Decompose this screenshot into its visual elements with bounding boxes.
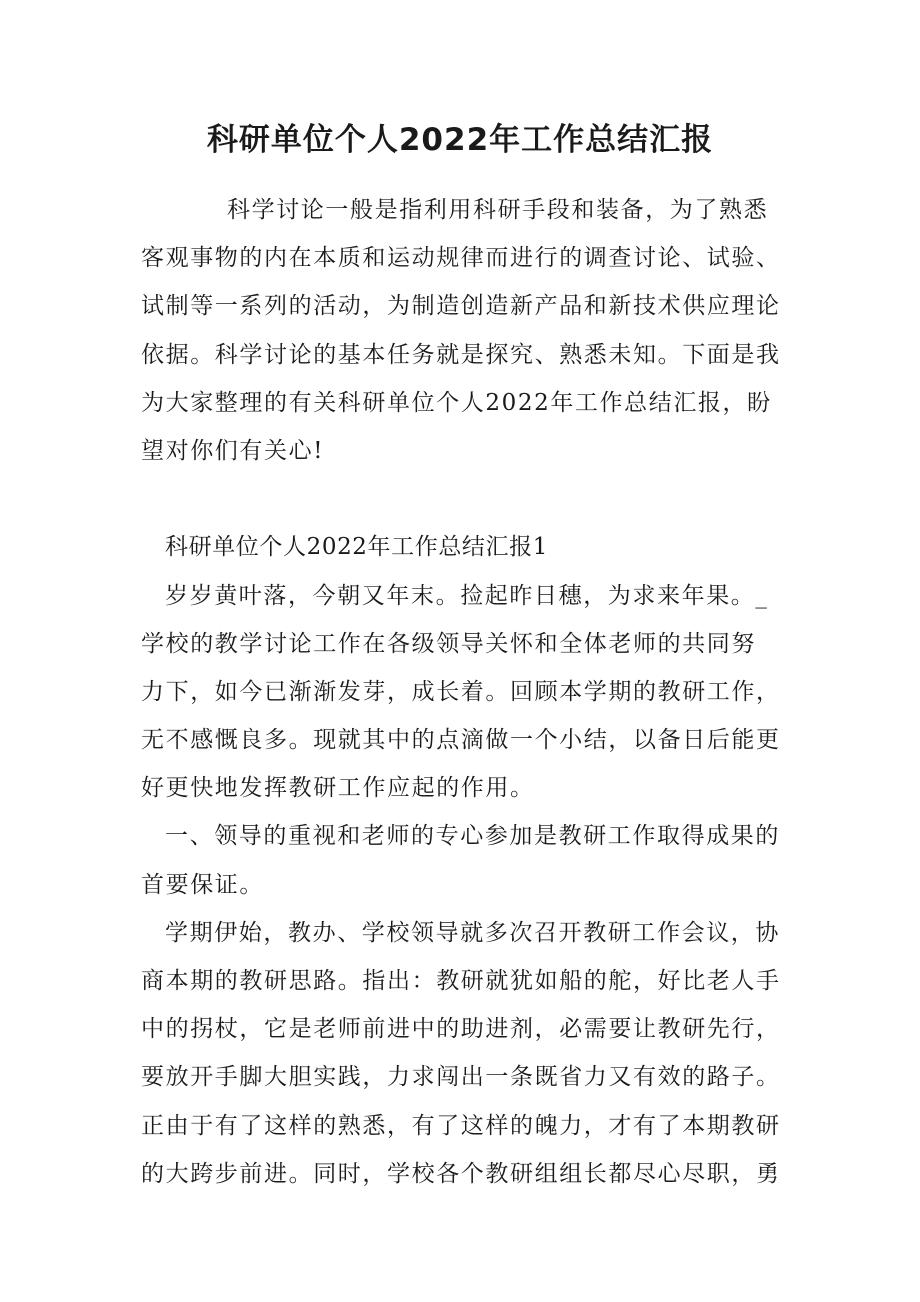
paragraph-line: 望对你们有关心! [141,437,325,464]
paragraph-line: 力下，如今已渐渐发芽，成长着。回顾本学期的教研工作， [141,678,781,705]
paragraph-line: 商本期的教研思路。指出：教研就犹如船的舵，好比老人手 [141,968,781,994]
document-title: 科研单位个人2022年工作总结汇报 [206,122,714,158]
blank-line [141,475,801,523]
paragraph-line: 要放开手脚大胆实践，力求闯出一条既省力又有效的路子。 [141,1064,781,1091]
paragraph-line: 为大家整理的有关科研单位个人2022年工作总结汇报，盼 [141,389,772,416]
paragraph-line: 岁岁黄叶落，今朝又年末。捡起昨日穗，为求来年果。_ [165,582,769,609]
paragraph-line: 好更快地发挥教研工作应起的作用。 [141,775,535,802]
paragraph-line: 的大跨步前进。同时，学校各个教研组组长都尽心尽职，勇 [141,1160,781,1187]
paragraph-line: 无不感慨良多。现就其中的点滴做一个小结，以备日后能更 [141,727,781,754]
paragraph-line: 学期伊始，教办、学校领导就多次召开教研工作会议，协 [165,919,780,946]
paragraph-line: 依据。科学讨论的基本任务就是探究、熟悉未知。下面是我 [141,341,781,368]
paragraph-line: 一、领导的重视和老师的专心参加是教研工作取得成果的 [165,823,780,850]
paragraph-line: 学校的教学讨论工作在各级领导关怀和全体老师的共同努 [141,630,756,657]
paragraph-line: 试制等一系列的活动，为制造创造新产品和新技术供应理论 [141,293,781,320]
document-body [141,186,801,1198]
paragraph-line: 首要保证。 [141,871,264,898]
paragraph-line: 客观事物的内在本质和运动规律而进行的调查讨论、试验、 [141,245,781,272]
section-heading: 科研单位个人2022年工作总结汇报1 [165,534,548,561]
paragraph-line: 科学讨论一般是指利用科研手段和装备，为了熟悉 [227,197,769,223]
paragraph-line: 正由于有了这样的熟悉，有了这样的魄力，才有了本期教研 [141,1112,781,1139]
paragraph-line: 中的拐杖，它是老师前进中的助进剂，必需要让教研先行， [141,1016,781,1043]
